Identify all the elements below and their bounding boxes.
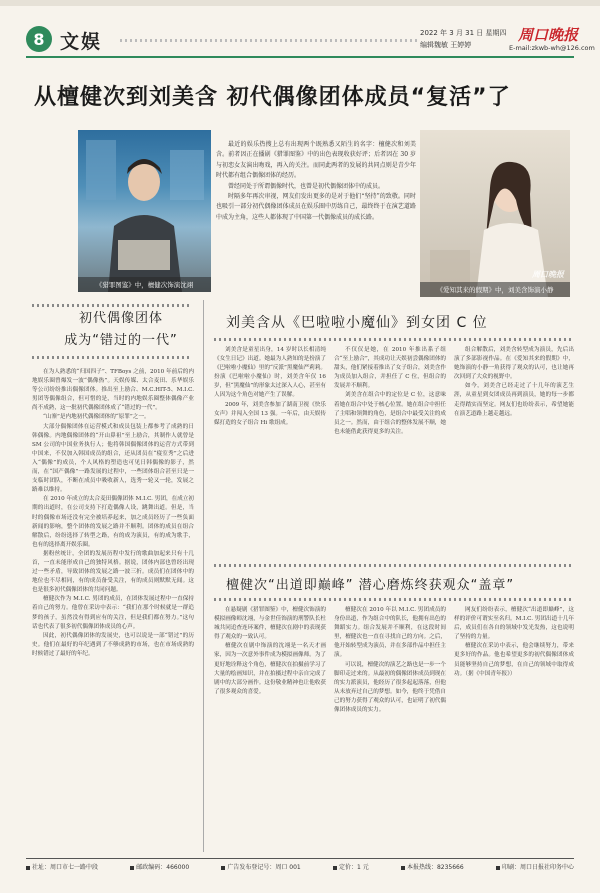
page-number-badge: 8 (26, 26, 52, 52)
bottom-paragraph: 檀健次在剧中饰演的沈翊是一名天才画家，因为一次意外事件成为模拟画像师。为了更好地诠释这个角色，檀健次在拍摄前学习了大量的绘画知识，并在拍摄过程中亲自完成了剧中的大部分画作。这份敬业精神也让他收获了很多观众的喜爱。 (214, 643, 326, 695)
bottom-column-2 (334, 606, 446, 852)
left-column (32, 368, 194, 852)
mid-paragraph: 刘美含是童星出身，14 岁时以长相清纯《女生日记》出道。她最为人熟知的是扮演了《巴啦啦小魔仙》里的“反派”黑魔仙严莉莉。扮演《巴啦啦小魔仙》时，刘美含年仅 16 岁，但“黑魔仙”的形象太过深入人心，甚至有人因为这个角色对她产生了误解。 (214, 347, 326, 399)
mid-column-3 (454, 346, 574, 554)
issue-date: 2022 年 3 月 31 日 星期四 (420, 29, 507, 37)
contact-email: E-mail:zkwb-wh@126.com (509, 44, 595, 52)
person-figure-left (78, 130, 211, 292)
page-top-strip (0, 0, 600, 6)
header-dotted-rule (120, 39, 420, 42)
left-paragraph: 据粉丝统计，全团的发展历程中发行的歌曲加起来只有十几首，一直未能形成自己的独特风格。据说，团体内部也曾经出现过一些矛盾，导致团体的发展之路一波三折。成员们在团体中的地位也不尽相同，有的成员备受关注，有的成员则默默无闻。这也是很多初代偶像团体的共同问题。 (32, 550, 194, 594)
bottom-section-heading: 檀健次“出道即巅峰” 潜心磨炼终获观众“盖章” (226, 578, 515, 593)
bottom-paragraph: 檀健次在 2010 年以 M.I.C. 男团成员的身份出道，作为组合中的队长，他拥有出色的舞蹈实力。组合发展并不顺利，在这段时间里，檀健次也一直在寻找自己的方向。之后，他开始转型成为演员，并在多部作品中担任主演。 (334, 607, 446, 659)
mid-paragraph: 刘美含在组合中的定位是 C 位，这意味着她在组合中处于核心位置。她在组合中担任了主唱和领舞的角色，是组合中最受关注的成员之一。然而，由于组合的整体发展不顺，她也未能借此获得更多的关注。 (334, 392, 446, 435)
left-heading-top-rule (32, 304, 192, 307)
left-paragraph: 在 2010 年成立的太合麦田偶像团体 M.I.C. 男团，在成立初期的出道时，在公司支持下打造偶像人设，跳舞出道。但是，当时的偶像市场还没有完全被培养起来，加之成员经历了一些负面新闻的影响，整个团体的发展之路并不顺利。团体的成员在组合解散后，纷纷选择了转型之路，有的成为演员，有的成为歌手，也有的选择离开娱乐圈。 (32, 496, 194, 548)
bottom-column-3 (454, 606, 574, 852)
photo-left-caption: 《猎罪图鉴》中，檀健次饰演沈翊 (78, 277, 211, 292)
bottom-paragraph: 在悬疑剧《猎罪图鉴》中，檀健次饰演的模拟画像师沈翊，与金世佳饰演的刑警队长杜城共同追查连环案件，檀健次在剧中的表现获得了观众的一致认可。 (214, 607, 326, 641)
bottom-heading-top-rule (214, 564, 574, 567)
footer-address: 社址：周口市七一路中段 (26, 862, 98, 871)
left-section-heading (46, 308, 196, 352)
headline: 从檀健次到刘美含 初代偶像团体成员“复活”了 (34, 85, 511, 110)
photo-left (78, 130, 211, 292)
left-paragraph: 檀健次作为 M.I.C. 男团的成员，在团体发展过程中一直保持着自己的努力。他曾在采访中表示：“我们在那个时候就是一群追梦的孩子，虽然没有得到应有的关注，但是我们都在努力。”这句话也代表了很多初代偶像团体成员的心声。 (32, 596, 194, 630)
footer-hotline: 本报热线：8235666 (401, 862, 464, 871)
photo-right-caption: 《爱知其来的假期》中，刘美含饰演小静 (420, 282, 570, 297)
footer-price: 定价：1 元 (333, 862, 369, 871)
left-heading-line1: 初代偶像团体 (78, 311, 163, 326)
bottom-column-1 (214, 606, 326, 852)
footer-ad-license: 广告发布登记号：周口 001 (221, 862, 300, 871)
bottom-paragraph: 可以说，檀健次的演艺之路也是一步一个脚印走过来的。从最初的偶像团体成员到现在的实力派演员，他经历了很多起起落落，但他从未放弃过自己的梦想。如今，他终于凭借自己的努力获得了观众的认可，也证明了初代偶像团体成员的实力。 (334, 661, 446, 714)
header-rule (26, 56, 574, 58)
intro-text (216, 140, 416, 288)
mid-paragraph: 组合解散后，刘美含转型成为演员，先后出演了多部影视作品。在《爱知其来的假期》中，她饰演的小静一角获得了观众的认可，也让她再次回到了大众的视野中。 (454, 347, 574, 381)
mid-column-2 (334, 346, 446, 554)
left-heading-line2: 成为“错过的一代” (64, 333, 178, 348)
footer-rule (26, 858, 574, 859)
left-paragraph: 在为人熟悉的“归国四子”、TFBoys 之前，2010 年前后的内地娱乐圈曾爆发一波“偶像热”。天娱传媒、太合麦田、乐华娱乐等公司纷纷推出偶像团体。推出至上励合、M.C.HIT-5、M.I.C. 男团等偶像组合，但可惜的是，当时的内地娱乐圈整体偶像产业尚不成熟，这一批初代偶像团体成了“错过的一代”。 (32, 369, 194, 412)
section-title: 文娱 (60, 31, 103, 53)
mid-section-heading: 刘美含从《巴啦啦小魔仙》到女团 C 位 (226, 315, 488, 331)
mid-paragraph: 2009 年，刘美含参加了湖南卫视《快乐女声》并闯入全国 13 强。一年后，由天娱传媒打造的女子组合 Hi 歌组成。 (214, 401, 326, 426)
intro-paragraph: 时隔多年再次审视，网友们发出更多的是对于他们“坚持”的致敬。同时也吸引一部分初代偶像团体成员在娱乐圈中历练自己，最终终于在演艺道路中成为主角，这些人都体现了中国第一代偶像成员的成长路。 (216, 193, 416, 221)
mid-heading-rule (214, 338, 574, 341)
mid-paragraph: 如今，刘美含已经走过了十几年的演艺生涯，从童星到女团成员再到演员，她的每一步都走得踏实而坚定。网友们也纷纷表示，希望她能在演艺道路上越走越远。 (454, 383, 574, 417)
newspaper-brand: 周口晚报 (518, 26, 579, 44)
left-paragraph: 大部分偶像团体在运营模式和成员包装上都参考了成熟的日韩偶像。内地偶像团体的“开山鼻祖”至上励合，其制作人就曾是 SM 公司的中国业务执行人；他将韩国偶像团体的运营方式带到中国来，不仅加入韩国成员的组合，还从团员在“寝室秀”之后进入“偶像”的成员，个人风格的塑造也可见日韩偶像的影子，然而，在“国产偶像”一路发展的过程中，一些团体组合甚至只是一支临时团队，不断在成员中吸收新人，选秀一轮又一轮，发展之路难以维持。 (32, 423, 194, 494)
intro-paragraph: 曾经同处于所谓偶像时代，也曾是初代偶像团体中的成员。 (228, 182, 385, 190)
left-heading-bottom-rule (32, 356, 192, 359)
bottom-paragraph: 网友们纷纷表示，檀健次“出道即巅峰”，这样的评价可谓实至名归。M.I.C. 男团出道十几年后，成员们在各自的领域中发光发热，这也说明了坚持的力量。 (454, 607, 574, 641)
mid-paragraph: 不仅仅是她，在 2010 年推出系子组合“至上励合”，其成功让天娱初尝偶像团体的甜头，他们紧接着推出了女子组合，刘美含作为成员加入组合，并担任了 C 位，但组合的发展并不顺利。 (334, 347, 446, 390)
footer (26, 862, 574, 871)
intro-paragraph: 最近的娱乐热搜上总有出现两个既熟悉又陌生的名字：檀健次和刘美含。前者因正在播剧《猎罪图鉴》中的出色表现收获好评；后者因在 30 岁与初恋女友演出吻戏，再入的关注。而同此两者的发展的共同点则是青少年时代都有组合偶像团体的经历。 (216, 141, 416, 180)
mid-column-1 (214, 346, 326, 554)
photo-watermark: 周口晚报 (532, 270, 564, 279)
editor-credit: 编辑魏敏 王婷婷 (420, 41, 472, 49)
bottom-paragraph: 檀健次在采访中表示，他会继续努力，带来更多好的作品。他也希望更多的初代偶像团体成员能够坚持自己的梦想，在自己的领域中取得成功。（据《中国青年报》） (454, 643, 574, 677)
bottom-heading-rule (214, 598, 574, 601)
photo-right (420, 130, 570, 297)
left-paragraph: 因此，初代偶像团体的发展史，也可以说是一部“错过”的历史。他们在最好的年纪遇到了不够成熟的市场，也在市场成熟的时候错过了最好的年纪。 (32, 632, 194, 657)
footer-postcode: 邮政编码：466000 (130, 862, 189, 871)
column-divider (203, 300, 204, 852)
footer-printer: 印刷：周口日报社印务中心 (496, 862, 574, 871)
left-paragraph: “山寨”是内地初代偶像团体的“原罪”之一。 (43, 414, 150, 421)
